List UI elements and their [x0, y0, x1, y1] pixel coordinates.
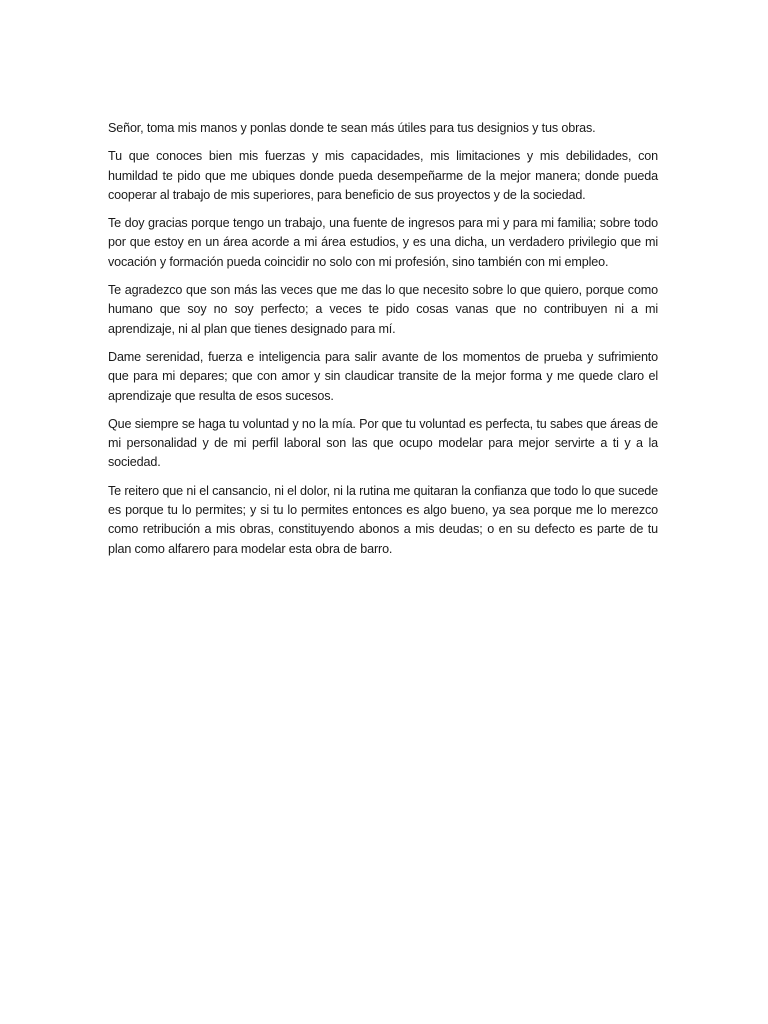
paragraph-6: Que siempre se haga tu voluntad y no la mía. Por que tu voluntad es perfecta, tu sabes que áreas de mi personalidad y de mi perfil laboral son las que ocupo modelar para mejor servirte a ti y a la sociedad. [108, 416, 658, 470]
paragraph-5: Dame serenidad, fuerza e inteligencia para salir avante de los momentos de prueba y sufrimiento que para mi depares; que con amor y sin claudicar transite de la mejor forma y me quede claro el aprendizaje que resulta de esos sucesos. [108, 349, 658, 403]
paragraph-2: Tu que conoces bien mis fuerzas y mis capacidades, mis limitaciones y mis debilidades, con humildad te pido que me ubiques donde pueda desempeñarme de la mejor manera; donde pueda cooperar al trabajo de mis superiores, para beneficio de sus proyectos y de la sociedad. [108, 149, 658, 202]
document-page [108, 119, 658, 568]
paragraph-4: Te agradezco que son más las veces que me das lo que necesito sobre lo que quiero, porque como humano que soy no soy perfecto; a veces te pido cosas vanas que no contribuyen ni a mi aprendizaje, ni al plan que tienes designado para mí. [108, 283, 658, 336]
paragraph-7: Te reitero que ni el cansancio, ni el dolor, ni la rutina me quitaran la confianza que todo lo que sucede es porque tu lo permites; y si tu lo permites entonces es algo bueno, ya sea porque me lo merezco como retribución a mis obras, constituyendo abonos a mis deudas; o en su defecto es parte de tu plan como alfarero para modelar esta obra de barro. [108, 483, 658, 556]
paragraph-3: Te doy gracias porque tengo un trabajo, una fuente de ingresos para mi y para mi familia; sobre todo por que estoy en un área acorde a mi área estudios, y es una dicha, un verdadero privilegio que mi vocación y formación pueda coincidir no solo con mi profesión, sino también con mi empleo. [108, 216, 658, 269]
paragraph-1: Señor, toma mis manos y ponlas donde te sean más útiles para tus designios y tus obras. [108, 121, 596, 135]
